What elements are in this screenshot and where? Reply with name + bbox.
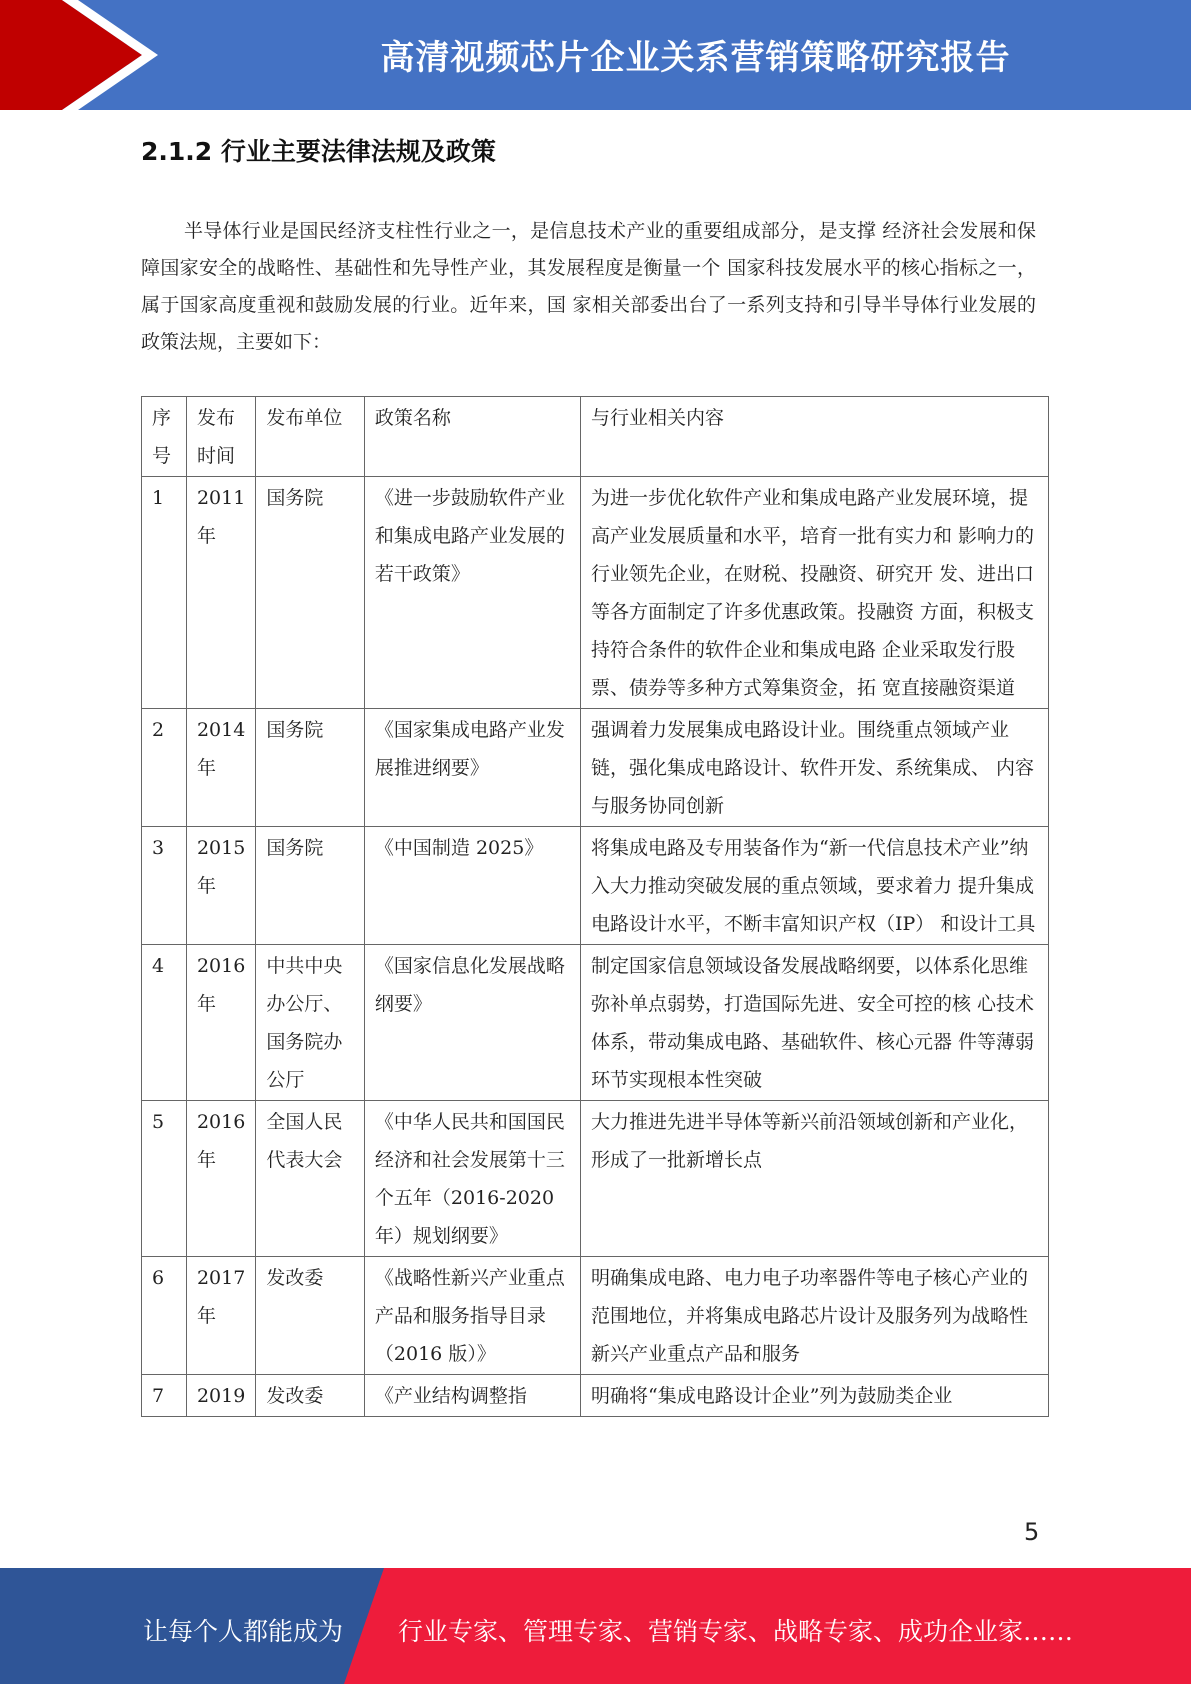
- cell-date: 2019: [186, 1375, 255, 1417]
- footer-slogan-left: 让每个人都能成为: [143, 1617, 344, 1646]
- cell-policy: 《中华人民共和国国民经济和社会发展第十三个五年（2016-2020 年）规划纲要》: [364, 1101, 580, 1257]
- header-cell-policy: 政策名称: [364, 397, 580, 477]
- cell-policy: 《国家集成电路产业发展推进纲要》: [364, 709, 580, 827]
- page-number: 5: [1024, 1518, 1040, 1546]
- cell-policy: 《中国制造 2025》: [364, 827, 580, 945]
- cell-content: 明确将“集成电路设计企业”列为鼓励类企业: [580, 1375, 1048, 1417]
- cell-index: 1: [142, 477, 187, 709]
- cell-index: 5: [142, 1101, 187, 1257]
- cell-index: 2: [142, 709, 187, 827]
- header-cell-content: 与行业相关内容: [580, 397, 1048, 477]
- page-footer: [0, 1568, 1191, 1684]
- section-heading: 2.1.2 行业主要法律法规及政策: [141, 137, 496, 166]
- cell-policy: 《进一步鼓励软件产业和集成电路产业发展的若干政策》: [364, 477, 580, 709]
- intro-paragraph: 半导体行业是国民经济支柱性行业之一，是信息技术产业的重要组成部分，是支撑 经济社会发展和保障国家安全的战略性、基础性和先导性产业，其发展程度是衡量一个 国家科技发展水平的核心指标之一，属于国家高度重视和鼓励发展的行业。近年来，国 家相关部委出台了一系列支持和引导半导体行业发展的政策法规，主要如下：: [141, 220, 1036, 353]
- cell-issuer: 中共中央办公厅、国务院办公厅: [256, 945, 365, 1101]
- table-header-row: [142, 397, 1049, 477]
- cell-date: 2011年: [186, 477, 255, 709]
- cell-date: 2016年: [186, 1101, 255, 1257]
- cell-policy: 《国家信息化发展战略纲要》: [364, 945, 580, 1101]
- table-row: [142, 1101, 1049, 1257]
- cell-content: 为进一步优化软件产业和集成电路产业发展环境，提高产业发展质量和水平，培育一批有实力和 影响力的行业领先企业，在财税、投融资、研究开 发、进出口等各方面制定了许多优惠政策。投融资 方面，积极支持符合条件的软件企业和集成电路 企业采取发行股票、债券等多种方式筹集资金，拓 宽直接融资渠道: [580, 477, 1048, 709]
- cell-issuer: 国务院: [256, 827, 365, 945]
- table-row: [142, 477, 1049, 709]
- cell-content: 明确集成电路、电力电子功率器件等电子核心产业的范围地位，并将集成电路芯片设计及服务列为战略性新兴产业重点产品和服务: [580, 1257, 1048, 1375]
- cell-index: 4: [142, 945, 187, 1101]
- header-cell-index: 序号: [142, 397, 187, 477]
- cell-content: 强调着力发展集成电路设计业。围绕重点领域产业链，强化集成电路设计、软件开发、系统集成、 内容与服务协同创新: [580, 709, 1048, 827]
- table-row: [142, 945, 1049, 1101]
- cell-issuer: 发改委: [256, 1257, 365, 1375]
- table-row: [142, 1257, 1049, 1375]
- header-cell-date: 发布时间: [186, 397, 255, 477]
- cell-date: 2016年: [186, 945, 255, 1101]
- cell-issuer: 国务院: [256, 477, 365, 709]
- page-header: [0, 0, 1191, 110]
- cell-content: 将集成电路及专用装备作为“新一代信息技术产业”纳入大力推动突破发展的重点领域，要求着力 提升集成电路设计水平，不断丰富知识产权（IP） 和设计工具: [580, 827, 1048, 945]
- cell-date: 2017年: [186, 1257, 255, 1375]
- cell-date: 2015年: [186, 827, 255, 945]
- table-row: [142, 827, 1049, 945]
- cell-policy: 《产业结构调整指: [364, 1375, 580, 1417]
- cell-issuer: 发改委: [256, 1375, 365, 1417]
- cell-date: 2014年: [186, 709, 255, 827]
- report-title: 高清视频芯片企业关系营销策略研究报告: [380, 38, 1011, 78]
- table-row: [142, 709, 1049, 827]
- cell-issuer: 国务院: [256, 709, 365, 827]
- cell-content: 大力推进先进半导体等新兴前沿领域创新和产业化，形成了一批新增长点: [580, 1101, 1048, 1257]
- policy-table: [141, 396, 1049, 1417]
- table-row: [142, 1375, 1049, 1417]
- cell-policy: 《战略性新兴产业重点产品和服务指导目录（2016 版）》: [364, 1257, 580, 1375]
- cell-index: 7: [142, 1375, 187, 1417]
- header-cell-issuer: 发布单位: [256, 397, 365, 477]
- cell-index: 6: [142, 1257, 187, 1375]
- cell-index: 3: [142, 827, 187, 945]
- cell-issuer: 全国人民代表大会: [256, 1101, 365, 1257]
- footer-slogan-right: 行业专家、管理专家、营销专家、战略专家、成功企业家……: [398, 1617, 1074, 1646]
- cell-content: 制定国家信息领域设备发展战略纲要，以体系化思维弥补单点弱势，打造国际先进、安全可控的核 心技术体系，带动集成电路、基础软件、核心元器 件等薄弱环节实现根本性突破: [580, 945, 1048, 1101]
